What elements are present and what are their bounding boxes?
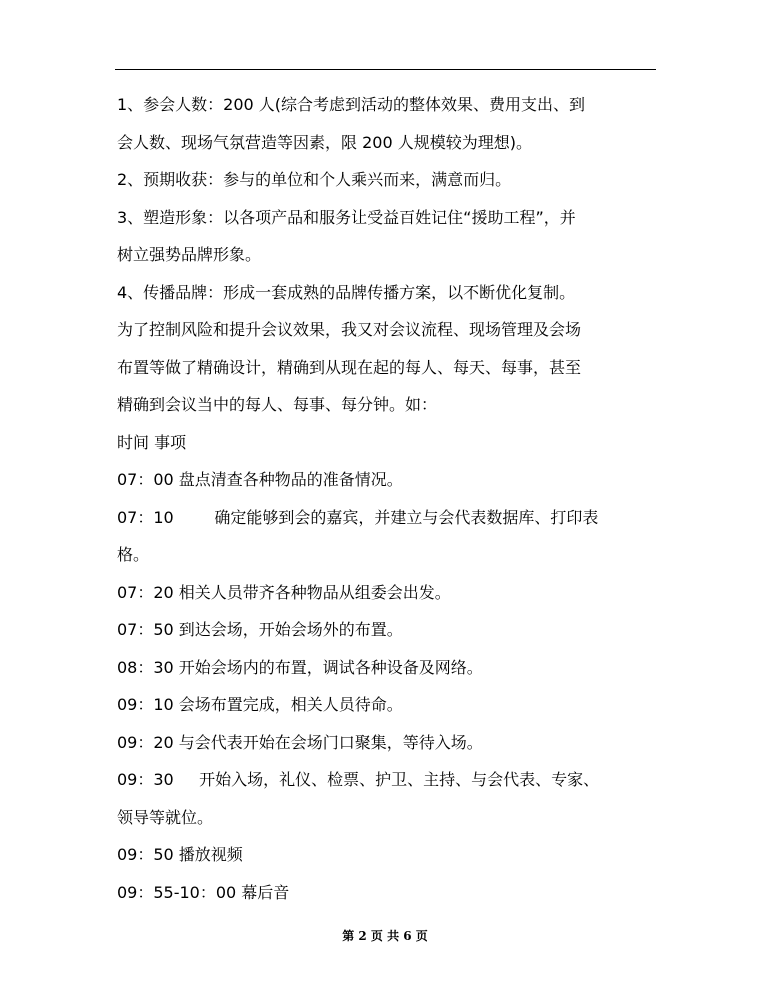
text-line: 为了控制风险和提升会议效果，我又对会议流程、现场管理及会场 (117, 320, 582, 339)
schedule-item: 09：20 与会代表开始在会场门口聚集，等待入场。 (117, 732, 483, 752)
page-number-footer: 第 2 页 共 6 页 (342, 929, 428, 943)
schedule-item: 07：50 到达会场，开始会场外的布置。 (117, 620, 403, 639)
text-line: 1、参会人数：200 人(综合考虑到活动的整体效果、费用支出、到 (117, 95, 586, 114)
text-line: 会人数、现场气氛营造等因素，限 200 人规模较为理想)。 (117, 132, 532, 152)
schedule-header: 时间 事项 (117, 432, 187, 452)
header-rule (115, 69, 656, 70)
text-line: 树立强势品牌形象。 (117, 245, 262, 264)
schedule-item: 08：30 开始会场内的布置，调试各种设备及网络。 (117, 657, 483, 677)
schedule-item: 07：10 确定能够到会的嘉宾，并建立与会代表数据库、打印表 (117, 507, 599, 527)
text-line: 精确到会议当中的每人、每事、每分钟。如： (117, 395, 438, 414)
text-line: 2、预期收获：参与的单位和个人乘兴而来，满意而归。 (117, 170, 512, 189)
schedule-item-continued: 格。 (117, 545, 150, 564)
schedule-item-continued: 领导等就位。 (117, 807, 214, 827)
schedule-item: 07：20 相关人员带齐各种物品从组委会出发。 (117, 582, 451, 602)
document-body (117, 86, 662, 911)
schedule-item: 09：30 开始入场，礼仪、检票、护卫、主持、与会代表、专家、 (117, 770, 600, 789)
schedule-item: 09：55-10：00 幕后音 (117, 882, 290, 902)
text-line: 3、塑造形象：以各项产品和服务让受益百姓记住“援助工程”，并 (117, 207, 576, 227)
text-line: 4、传播品牌：形成一套成熟的品牌传播方案，以不断优化复制。 (117, 282, 576, 302)
schedule-item: 09：50 播放视频 (117, 845, 243, 864)
schedule-item: 09：10 会场布置完成，相关人员待命。 (117, 695, 403, 714)
text-line: 布置等做了精确设计，精确到从现在起的每人、每天、每事，甚至 (117, 357, 582, 377)
schedule-item: 07：00 盘点清查各种物品的准备情况。 (117, 470, 403, 489)
